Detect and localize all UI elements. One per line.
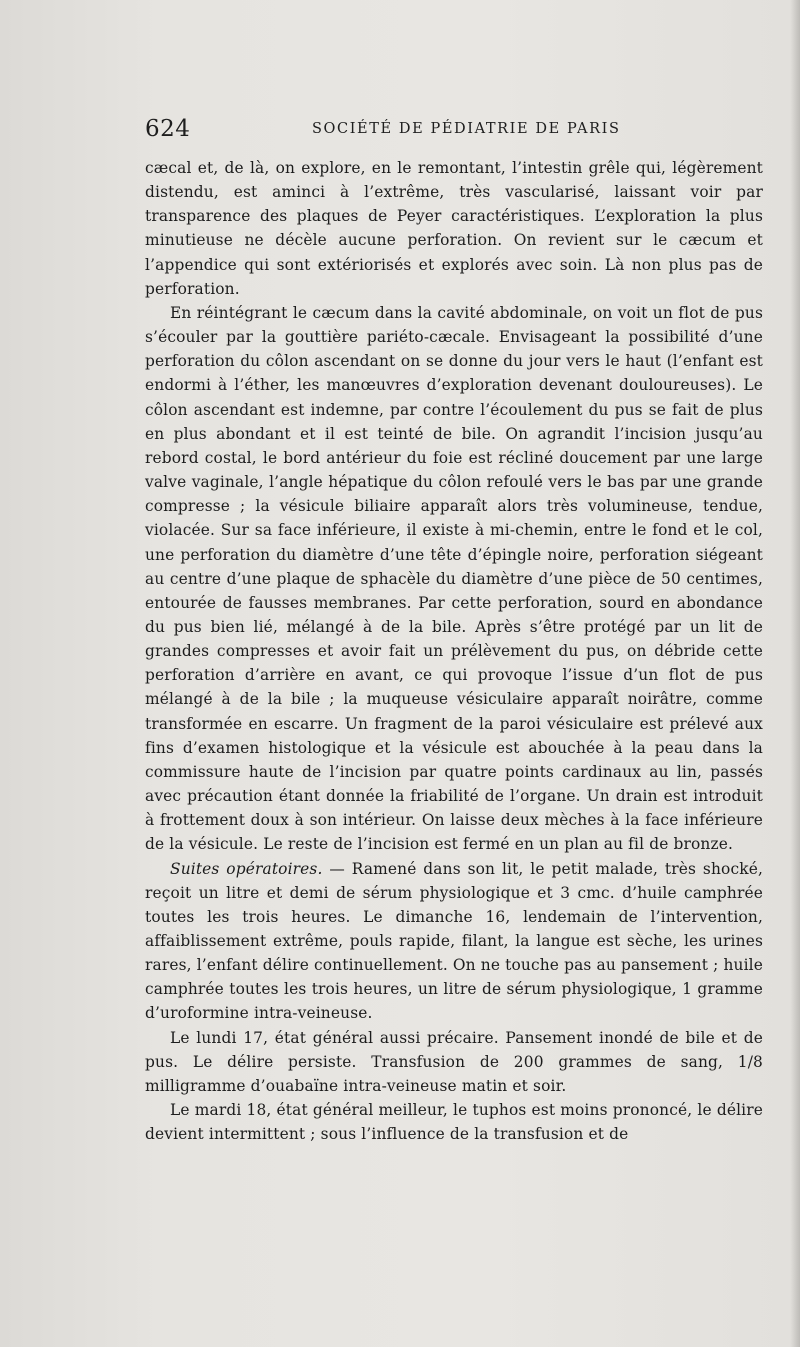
paragraph-2: En réintégrant le cæcum dans la cavité abdominale, on voit un flot de pus s’écouler par la gouttière pariéto-cæcale. Envisageant la possibilité d’une perforation du côlon ascendant on se donne du jour vers le haut (l’enfant est endormi à l’éther, les manœuvres d’exploration devenant douloureuses). Le côlon ascendant est indemne, par contre l’écoulement du pus se fait de plus en plus abondant et il est teinté de bile. On agrandit l’incision jusqu’au rebord costal, le bord antérieur du foie est récliné doucement par une large valve vaginale, l’angle hépatique du côlon refoulé vers le bas par une grande compresse ; la vésicule biliaire apparaît alors très volumineuse, tendue, violacée. Sur sa face inférieure, il existe à mi-chemin, entre le fond et le col, une perforation du diamètre d’une tête d’épingle noire, perforation siégeant au centre d’une plaque de sphacèle du diamètre d’une pièce de 50 centimes, entourée de fausses membranes. Par cette perforation, sourd en abondance du pus bien lié, mélangé à de la bile. Après s’être protégé par un lit de grandes compresses et avoir fait un prélèvement du pus, on débride cette perforation d’arrière en avant, ce qui provoque l’issue d’un flot de pus mélangé à de la bile ; la muqueuse vésiculaire apparaît noirâtre, comme transformée en escarre. Un fragment de la paroi vésiculaire est prélevé aux fins d’examen histologique et la vésicule est abouchée à la peau dans la commissure haute de l’incision par quatre points cardinaux au lin, passés avec précaution étant donnée la friabilité de l’organe. Un drain est introduit à frottement doux à son intérieur. On laisse deux mèches à la face inférieure de la vésicule. Le reste de l’incision est fermé en un plan au fil de bronze. — [145, 303, 763, 854]
paragraph-4: Le lundi 17, état général aussi précaire. Pansement inondé de bile et de pus. Le délire persiste. Transfusion de 200 grammes de sang, 1/8 milligramme d’ouabaïne intra-veineuse matin et soir. — [145, 1028, 763, 1095]
body-text — [145, 156, 763, 1146]
section-lead-suites-operatoires: Suites opératoires. — [170, 859, 323, 878]
paragraph-3-body: — Ramené dans son lit, le petit malade, très shocké, reçoit un litre et demi de sérum physiologique et 3 cmc. d’huile camphrée toutes les trois heures. Le dimanche 16, lendemain de l’intervention, affaiblissement extrême, pouls rapide, filant, la langue est sèche, les urines rares, l’enfant délire continuellement. On ne touche pas au pansement ; huile camphrée toutes les trois heures, un litre de sérum physiologique, 1 gramme d’uroformine intra-veineuse. — [145, 859, 763, 1023]
page-number: 624 — [145, 116, 191, 142]
paragraph-1: cæcal et, de là, on explore, en le remontant, l’intestin grêle qui, légèrement distendu, est aminci à l’extrême, très vascularisé, laissant voir par transparence des plaques de Peyer caractéristiques. L’exploration la plus minutieuse ne décèle aucune perforation. On revient sur le cæcum et l’appendice qui sont extériorisés et explorés avec soin. Là non plus pas de perforation. — [145, 159, 763, 298]
page-header — [145, 116, 765, 146]
paragraph-3 — [145, 857, 763, 1026]
running-title: SOCIÉTÉ DE PÉDIATRIE DE PARIS — [312, 121, 621, 137]
paragraph-5: Le mardi 18, état général meilleur, le tuphos est moins prononcé, le délire devient intermittent ; sous l’influence de la transfusion et de — [145, 1101, 763, 1144]
